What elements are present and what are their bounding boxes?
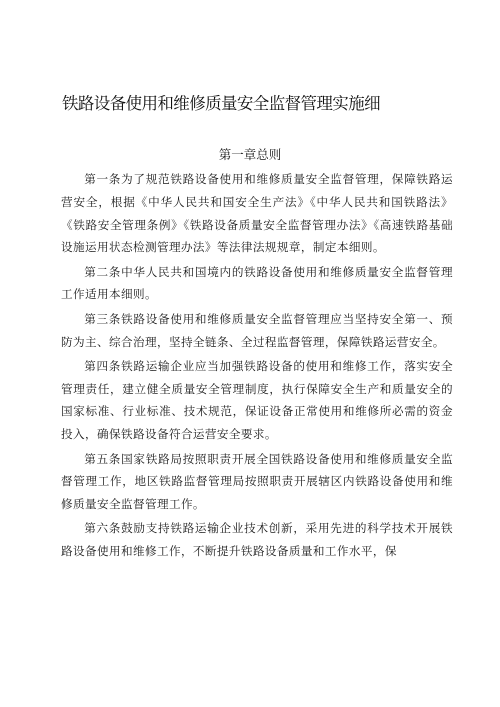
article-1: 第一条为了规范铁路设备使用和维修质量安全监督管理，保障铁路运营安全，根据《中华人民共和国安全生产法》《中华人民共和国铁路法》《铁路安全管理条例》《铁路设备质量安全监督管理办法》《高速铁路基础设施运用状态检测管理办法》等法律法规规章，制定本细则。 xyxy=(61,172,453,255)
article-4: 第四条铁路运输企业应当加强铁路设备的使用和维修工作，落实安全管理责任，建立健全质量安全管理制度，执行保障安全生产和质量安全的国家标准、行业标准、技术规范，保证设备正常使用和维修所必需的资金投入，确保铁路设备符合运营安全要求。 xyxy=(61,358,453,442)
chapter-heading: 第一章总则 xyxy=(218,147,282,162)
article-3: 第三条铁路设备使用和维修质量安全监督管理应当坚持安全第一、预防为主、综合治理，坚持全链条、全过程监督管理，保障铁路运营安全。 xyxy=(61,311,453,349)
article-5: 第五条国家铁路局按照职责开展全国铁路设备使用和维修质量安全监督管理工作，地区铁路监督管理局按照职责开展辖区内铁路设备使用和维修质量安全监督管理工作。 xyxy=(61,451,453,512)
article-2: 第二条中华人民共和国境内的铁路设备使用和维修质量安全监督管理工作适用本细则。 xyxy=(61,264,453,302)
document-body xyxy=(61,168,453,563)
document-title: 铁路设备使用和维修质量安全监督管理实施细 xyxy=(62,94,381,113)
article-6: 第六条鼓励支持铁路运输企业技术创新，采用先进的科学技术开展铁路设备使用和维修工作，不断提升铁路设备质量和工作水平，保 xyxy=(61,521,453,559)
